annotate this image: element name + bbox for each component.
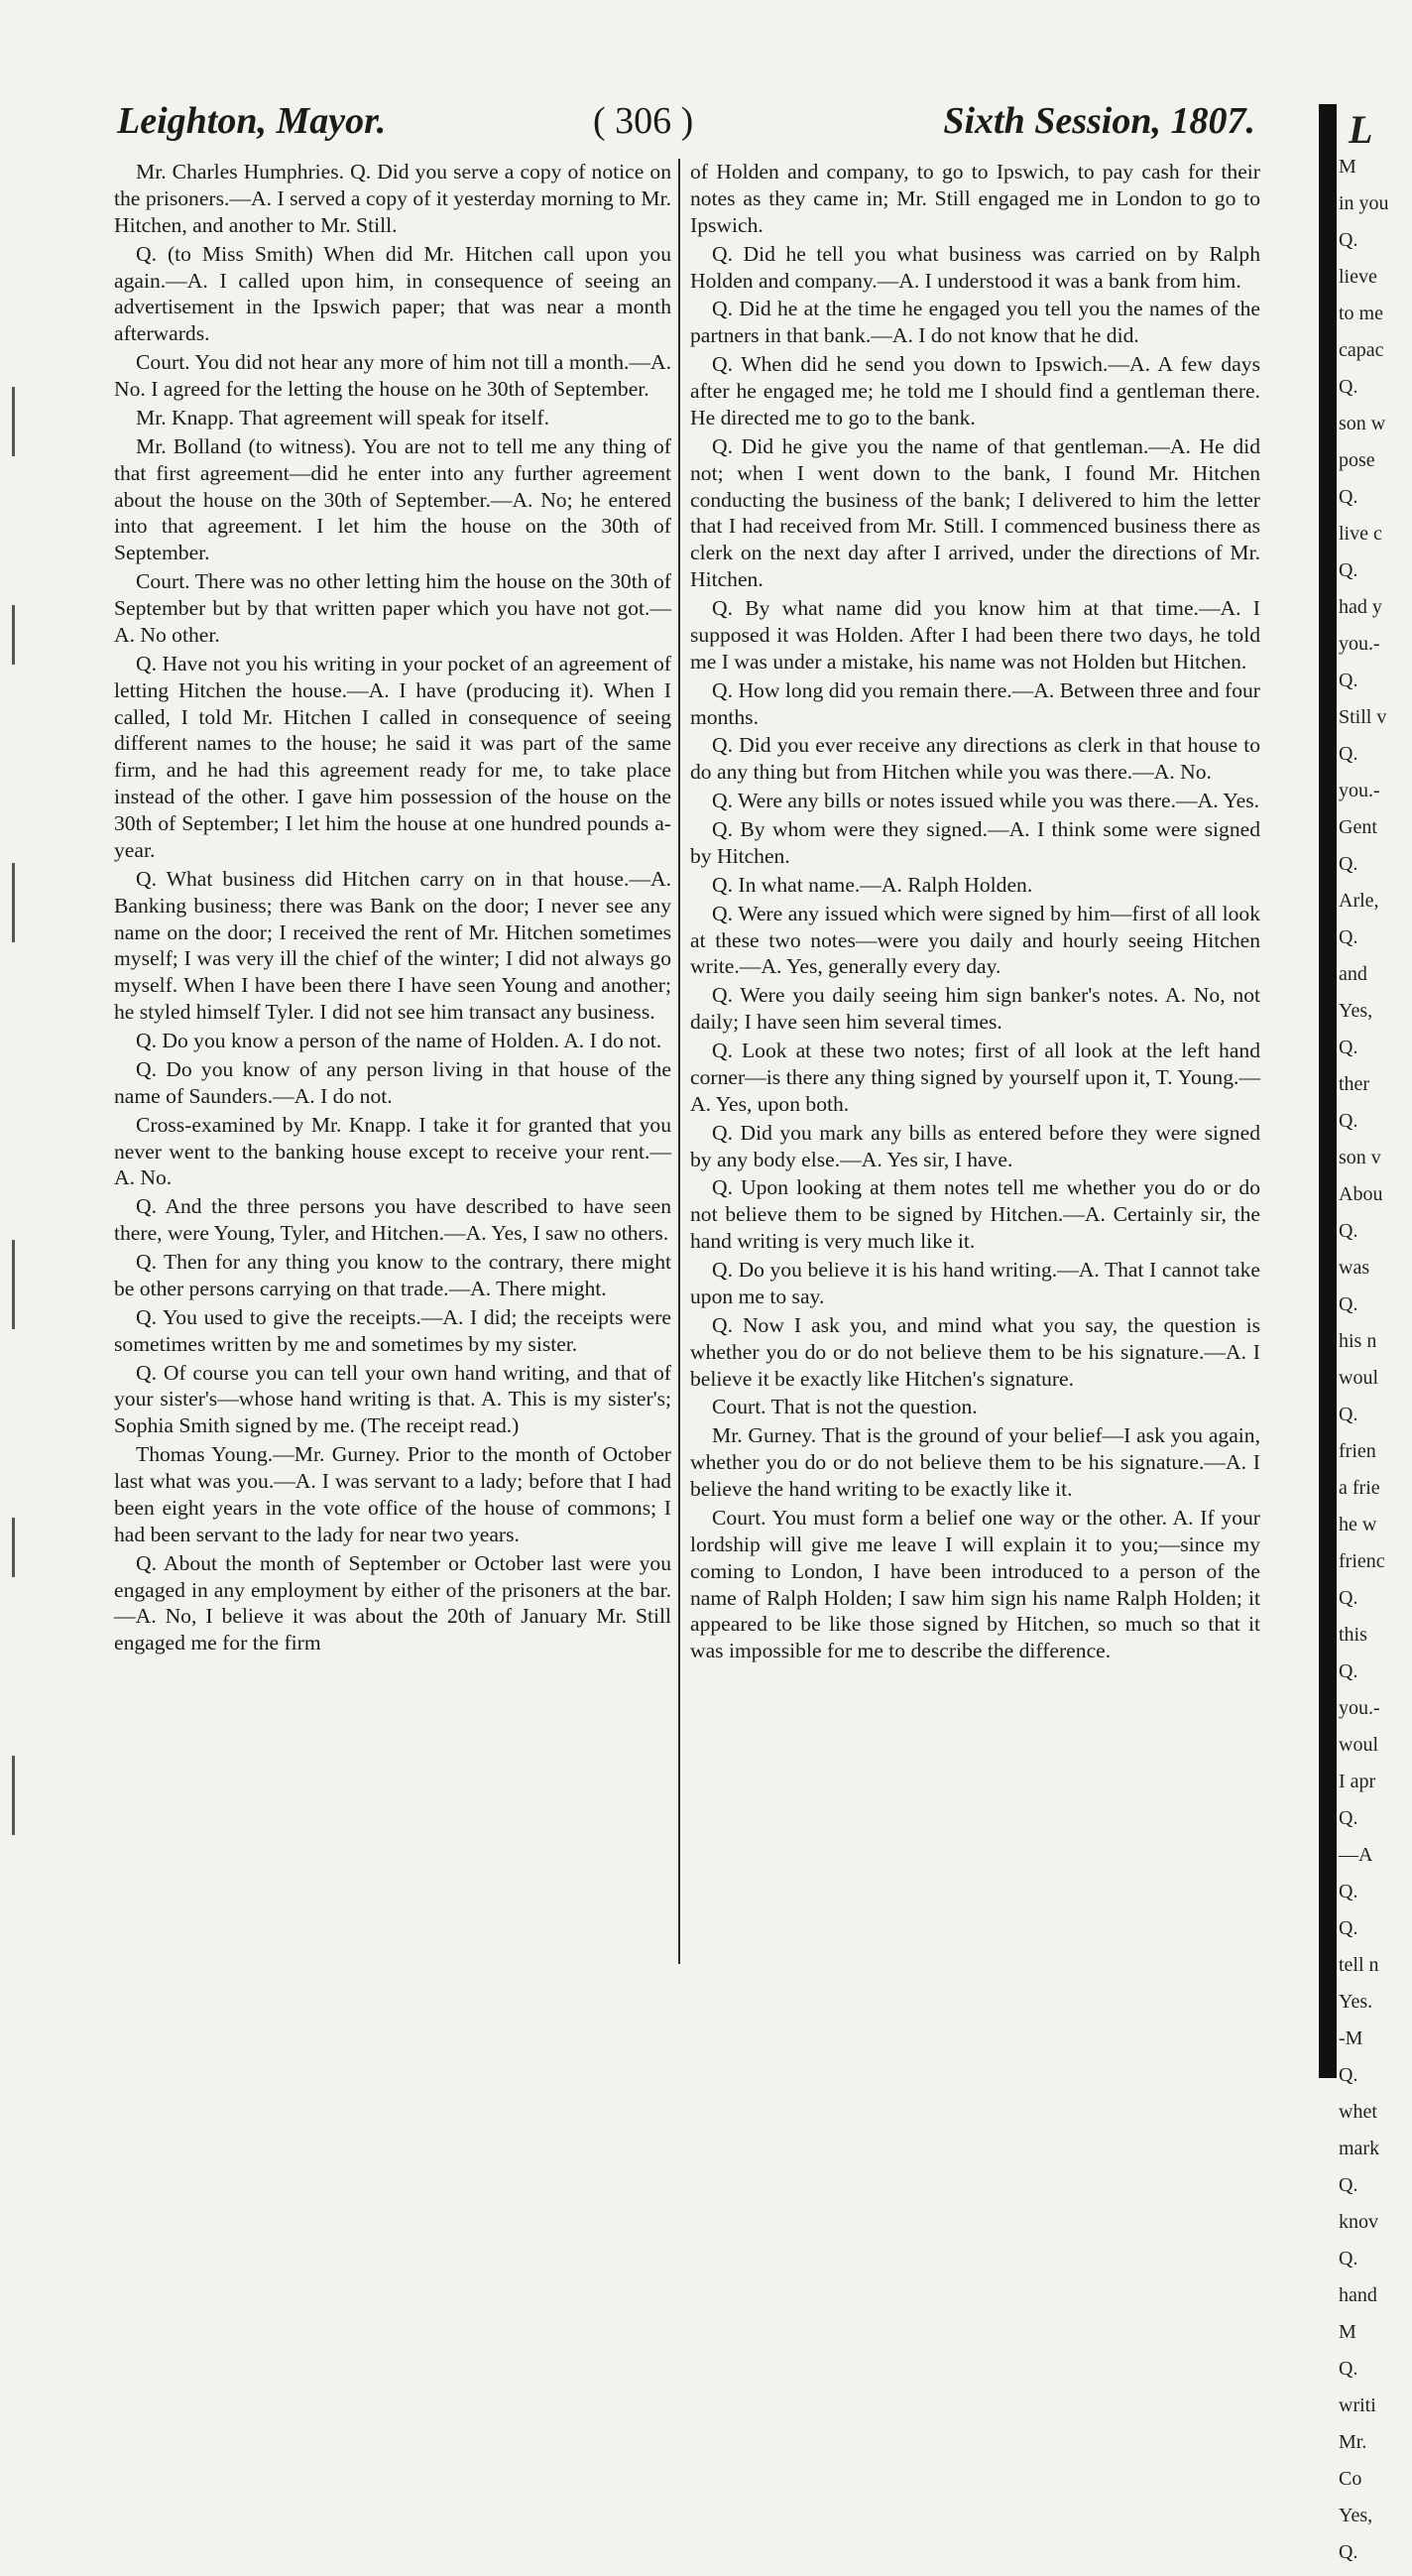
edge-fragment: Yes.	[1339, 1991, 1373, 2013]
edge-fragment: Gent	[1339, 816, 1377, 838]
edge-fragment: woul	[1339, 1367, 1378, 1389]
page-binding-gutter	[1319, 104, 1337, 2078]
paragraph: Q. Have not you his writing in your pocket of an agreement of letting Hitchen the house.—A. I have (producing it). When I called, I told Mr. Hitchen I called in consequence of seeing different names to the house; he said it was part of the same firm, and he had this agreement ready for me, to take place instead of the other. I gave him possession of the house on the 30th of September; I let him the house at one hundred pounds a-year.	[114, 651, 671, 862]
edge-fragment: Q.	[1339, 376, 1358, 398]
paragraph: Mr. Knapp. That agreement will speak for itself.	[136, 405, 549, 429]
paragraph: of Holden and company, to go to Ipswich, to pay cash for their notes as they came in; Mr. Still engaged me in London to go to Ipswich.	[690, 160, 1260, 237]
edge-fragment: had y	[1339, 596, 1382, 618]
edge-fragment: M	[1339, 156, 1356, 178]
edge-fragment: you.-	[1339, 1697, 1380, 1719]
paragraph: Court. That is not the question.	[712, 1395, 978, 1419]
edge-fragment: Q.	[1339, 1587, 1358, 1609]
edge-fragment: whet	[1339, 2101, 1377, 2123]
paragraph: Q. About the month of September or October last were you engaged in any employment by either of the prisoners at the bar.—A. No, I believe it was about the 20th of January Mr. Still engaged me for the firm	[114, 1550, 671, 1656]
paragraph: Q. How long did you remain there.—A. Between three and four months.	[690, 677, 1260, 729]
edge-fragment: capac	[1339, 339, 1384, 361]
edge-fragment: a frie	[1339, 1477, 1380, 1499]
edge-fragment: he w	[1339, 1514, 1377, 1535]
edge-fragment: Abou	[1339, 1183, 1383, 1205]
paragraph: Q. Were you daily seeing him sign banker's notes. A. No, not daily; I have seen him several times.	[690, 983, 1260, 1035]
margin-mark	[12, 1518, 15, 1577]
edge-fragment: Q.	[1339, 853, 1358, 875]
paragraph: Cross-examined by Mr. Knapp. I take it for granted that you never went to the banking house except to receive your rent.—A. No.	[114, 1112, 671, 1190]
edge-fragment: Q.	[1339, 559, 1358, 581]
edge-fragment: Q.	[1339, 2064, 1358, 2086]
edge-fragment: live c	[1339, 523, 1382, 545]
paragraph: Q. By whom were they signed.—A. I think some were signed by Hitchen.	[690, 817, 1260, 868]
edge-fragment: Q.	[1339, 229, 1358, 251]
paragraph: Q. Do you know a person of the name of Holden. A. I do not.	[136, 1029, 662, 1052]
edge-fragment: Yes,	[1339, 1000, 1373, 1022]
paragraph: Mr. Charles Humphries. Q. Did you serve a copy of notice on the prisoners.—A. I served a copy of it yesterday morning to Mr. Hitchen, and another to Mr. Still.	[114, 160, 671, 237]
margin-mark	[12, 605, 15, 665]
edge-fragment: hand	[1339, 2284, 1377, 2306]
paragraph: Q. Then for any thing you know to the contrary, there might be other persons carrying on that trade.—A. There might.	[114, 1250, 671, 1300]
edge-fragment: —A	[1339, 1844, 1373, 1866]
paragraph: Court. You must form a belief one way or the other. A. If your lordship will give me leave I will explain it to you;—since my coming to London, I have been introduced to a person of the name of Ralph Holden; I saw him sign his name Ralph Holden; it appeared to be like those signed by Hitchen, so much so that it was impossible for me to describe the difference.	[690, 1505, 1260, 1663]
edge-fragment: knov	[1339, 2211, 1378, 2233]
edge-fragment: -M	[1339, 2027, 1363, 2049]
edge-fragment: Q.	[1339, 2358, 1358, 2380]
paragraph: Mr. Bolland (to witness). You are not to tell me any thing of that first agreement—did he enter into any further agreement about the house on the 30th of September.—A. No; he entered into that agreement. I let him the house on the 30th of September.	[114, 433, 671, 565]
margin-mark	[12, 387, 15, 456]
edge-fragment: Q.	[1339, 743, 1358, 765]
edge-fragment: Q.	[1339, 1404, 1358, 1425]
edge-fragment: son w	[1339, 413, 1386, 434]
edge-fragment: was	[1339, 1257, 1370, 1279]
paragraph: Q. Did he give you the name of that gentleman.—A. He did not; when I went down to the bank, I found Mr. Hitchen conducting the business of the bank; I delivered to him the letter that I had received from Mr. Still. I commenced business there as clerk on the next day after I arrived, under the directions of Mr. Hitchen.	[690, 433, 1260, 592]
edge-fragment: his n	[1339, 1330, 1377, 1352]
edge-fragment: mark	[1339, 2138, 1380, 2159]
edge-fragment: Q.	[1339, 2248, 1358, 2269]
paragraph: Q. Of course you can tell your own hand writing, and that of your sister's—whose hand writing is that. A. This is my sister's; Sophia Smith signed by me. (The receipt read.)	[114, 1360, 671, 1438]
edge-fragment: ther	[1339, 1073, 1370, 1095]
edge-fragment: Q.	[1339, 2174, 1358, 2196]
left-column	[114, 159, 671, 1658]
edge-fragment: pose	[1339, 449, 1375, 471]
edge-fragment: frienc	[1339, 1550, 1385, 1572]
paragraph: Q. You used to give the receipts.—A. I did; the receipts were sometimes written by me and sometimes by my sister.	[114, 1304, 671, 1356]
edge-fragment: you.-	[1339, 633, 1380, 655]
edge-fragment: Arle,	[1339, 890, 1379, 912]
right-column	[690, 159, 1260, 1666]
paragraph: Q. What business did Hitchen carry on in that house.—A. Banking business; there was Bank on the door; I never see any name on the door; I received the rent of Mr. Hitchen sometimes myself; I was very ill the chief of the winter; I did not always go myself. When I have been there I have seen Young and another; he styled himself Tyler. I did not see him transact any business.	[114, 866, 671, 1025]
edge-fragment: Q.	[1339, 1917, 1358, 1939]
paragraph: Q. Were any bills or notes issued while you was there.—A. Yes.	[712, 789, 1260, 813]
edge-fragment: Q.	[1339, 1881, 1358, 1902]
column-divider	[678, 159, 680, 1964]
paragraph: Thomas Young.—Mr. Gurney. Prior to the month of October last what was you.—A. I was servant to a lady; before that I had been eight years in the vote office of the house of commons; I had been servant to the lady for near two years.	[114, 1442, 671, 1546]
edge-fragment: woul	[1339, 1734, 1378, 1756]
edge-fragment: in you	[1339, 192, 1389, 214]
paragraph: Q. By what name did you know him at that time.—A. I supposed it was Holden. After I had been there two days, he told me I was under a mistake, his name was not Holden but Hitchen.	[690, 596, 1260, 674]
edge-fragment: Mr.	[1339, 2431, 1367, 2453]
edge-fragment: lieve	[1339, 266, 1377, 288]
paragraph: Q. Upon looking at them notes tell me whether you do or do not believe them to be signed by Hitchen.—A. Certainly sir, the hand writing is very much like it.	[690, 1175, 1260, 1254]
paragraph: Q. Now I ask you, and mind what you say, the question is whether you do or do not believe them to be his signature.—A. I believe it be exactly like Hitchen's signature.	[690, 1312, 1260, 1391]
margin-mark	[12, 863, 15, 942]
edge-fragment: Q.	[1339, 1220, 1358, 1242]
edge-fragment: L	[1349, 107, 1373, 152]
paragraph: Q. Did you ever receive any directions as clerk in that house to do any thing but from Hitchen while you was there.—A. No.	[690, 733, 1260, 785]
paragraph: Mr. Gurney. That is the ground of your belief—I ask you again, whether you do or do not believe them to be his signature.—A. I believe the hand writing to be exactly like it.	[690, 1423, 1260, 1501]
page-header	[117, 99, 1255, 153]
edge-fragment: Q.	[1339, 1110, 1358, 1132]
edge-fragment: Still v	[1339, 706, 1387, 728]
edge-fragment: you.-	[1339, 780, 1380, 801]
edge-fragment: M	[1339, 2321, 1356, 2343]
edge-fragment: Q.	[1339, 926, 1358, 948]
page-number: ( 306 )	[593, 100, 694, 142]
header-right: Sixth Session, 1807.	[943, 100, 1255, 142]
paragraph: Q. Were any issued which were signed by him—first of all look at these two notes—were you daily and hourly seeing Hitchen write.—A. Yes, generally every day.	[690, 901, 1260, 979]
margin-mark	[12, 1240, 15, 1329]
edge-fragment: Q.	[1339, 1807, 1358, 1829]
edge-fragment: to me	[1339, 303, 1383, 324]
left-margin-marks	[0, 347, 30, 2033]
paragraph: Q. When did he send you down to Ipswich.—A. A few days after he engaged me; he told me I should find a gentleman there. He directed me to go to the bank.	[690, 352, 1260, 429]
edge-fragment: Q.	[1339, 1660, 1358, 1682]
paragraph: Q. Do you know of any person living in that house of the name of Saunders.—A. I do not.	[114, 1056, 671, 1108]
paragraph: Q. Do you believe it is his hand writing.—A. That I cannot take upon me to say.	[690, 1258, 1260, 1308]
paragraph: Court. You did not hear any more of him not till a month.—A. No. I agreed for the letting the house on he 30th of September.	[114, 350, 671, 401]
edge-fragment: son v	[1339, 1147, 1381, 1168]
edge-fragment: Q.	[1339, 1293, 1358, 1315]
paragraph: Q. And the three persons you have described to have seen there, were Young, Tyler, and Hitchen.—A. Yes, I saw no others.	[114, 1194, 671, 1246]
paragraph: Q. Did he tell you what business was carried on by Ralph Holden and company.—A. I understood it was a bank from him.	[690, 241, 1260, 293]
edge-fragment: writi	[1339, 2394, 1376, 2416]
paragraph: Q. Look at these two notes; first of all look at the left hand corner—is there any thing signed by yourself upon it, T. Young.—A. Yes, upon both.	[690, 1039, 1260, 1116]
edge-fragment: frien	[1339, 1440, 1376, 1462]
paragraph: Q. (to Miss Smith) When did Mr. Hitchen call upon you again.—A. I called upon him, in consequence of seeing an advertisement in the Ipswich paper; that was near a month afterwards.	[114, 241, 671, 346]
edge-fragment: tell n	[1339, 1954, 1379, 1976]
edge-fragment: I apr	[1339, 1771, 1376, 1792]
edge-fragment: and	[1339, 963, 1367, 985]
paragraph: Q. In what name.—A. Ralph Holden.	[712, 872, 1033, 897]
edge-fragment: Q.	[1339, 1037, 1358, 1058]
edge-fragment: Q.	[1339, 670, 1358, 691]
edge-fragment: Q.	[1339, 2541, 1358, 2563]
edge-fragment: Yes,	[1339, 2505, 1373, 2526]
edge-fragment: Q.	[1339, 486, 1358, 508]
header-left: Leighton, Mayor.	[117, 100, 387, 142]
edge-fragment: this	[1339, 1624, 1367, 1646]
edge-fragment: Co	[1339, 2468, 1362, 2490]
paragraph: Q. Did you mark any bills as entered before they were signed by any body else.—A. Yes sir, I have.	[690, 1120, 1260, 1171]
next-page-edge	[1339, 104, 1412, 2563]
margin-mark	[12, 1756, 15, 1835]
paragraph: Q. Did he at the time he engaged you tell you the names of the partners in that bank.—A. I do not know that he did.	[690, 297, 1260, 348]
paragraph: Court. There was no other letting him the house on the 30th of September but by that written paper which you have not got.—A. No other.	[114, 569, 671, 647]
